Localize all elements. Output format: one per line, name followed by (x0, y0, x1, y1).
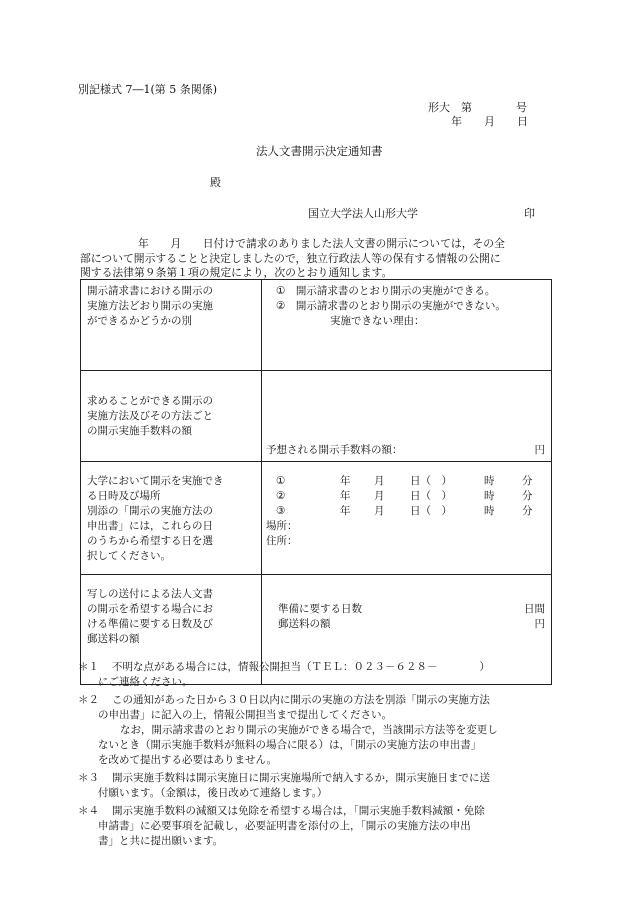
note-line: にご連絡ください。 (98, 676, 193, 688)
seal-mark: 印 (524, 207, 535, 220)
postage-unit: 円 (534, 618, 545, 630)
label-line: 写しの送付による法人文書 (87, 588, 213, 600)
fee-cell (262, 371, 552, 462)
date-slot (266, 474, 545, 489)
label-line: 申出書」には，これらの日 (87, 520, 213, 532)
slot-minute: 分 (522, 490, 533, 502)
label-line: 実施方法どおり開示の実施 (87, 300, 213, 312)
slot-minute: 分 (522, 475, 533, 487)
note-para-line: ないとき（開示実施手数料が無料の場合に限る）は，「開示の実施方法の申出書」 (98, 739, 482, 751)
label-line: る日時及び場所 (87, 490, 161, 502)
fee-unit: 円 (534, 444, 545, 456)
table-row (81, 371, 552, 462)
table-row (81, 462, 552, 575)
label-line: ができるかどうかの別 (87, 315, 192, 327)
document-number: 形大 第 号 (428, 101, 527, 114)
prep-days-label: 準備に要する日数 (278, 603, 362, 615)
slot-day: 日（ ） (410, 475, 452, 487)
page-title: 法人文書開示決定通知書 (256, 144, 383, 158)
row-label-fee-method (81, 371, 262, 462)
slot-year: 年 (340, 505, 351, 517)
option-cannot-implement: ② 開示請求書のとおり開示の実施ができない。 (276, 300, 506, 312)
slot-hour: 時 (484, 505, 495, 517)
row-label-method (81, 280, 262, 371)
method-options-cell (262, 280, 552, 371)
slot-minute: 分 (522, 505, 533, 517)
slot-hour: 時 (484, 475, 495, 487)
note-item (78, 804, 568, 849)
notice-table (80, 279, 552, 685)
intro-line-1: 年 月 日付けで請求のありました法人文書の開示については，その全 (138, 237, 505, 250)
slot-hour: 時 (484, 490, 495, 502)
slot-number: ③ (276, 505, 286, 517)
note-item (78, 693, 568, 768)
note-line: 申請書」に必要事項を記載し，必要証明書を添付の上，「開示の実施方法の申出 (98, 820, 471, 832)
label-line: ける準備に要する日数及び (87, 618, 213, 630)
note-line: 不明な点がある場合には，情報公開担当（ＴＥＬ：０２３－６２８－ ） (112, 661, 490, 673)
fee-line (266, 443, 545, 458)
note-line: この通知があった日から３０日以内に開示の実施の方法を別添「開示の実施方法 (112, 694, 490, 706)
note-line: 開示実施手数料は開示実施日に開示実施場所で納入するか，開示実施日までに送 (112, 772, 490, 784)
reason-label: 実施できない理由： (330, 315, 425, 327)
label-line: のうちから希望する日を選 (87, 535, 213, 547)
label-line: 実施方法及びその方法ごと (87, 409, 213, 422)
prep-days-unit: 日間 (524, 603, 545, 615)
form-reference: 別記様式 7―1(第 5 条関係) (78, 83, 218, 96)
label-line: 別添の「開示の実施方法の (87, 505, 213, 517)
prep-days-line (278, 602, 545, 617)
postage-line (278, 617, 545, 632)
notes-section (78, 660, 568, 849)
option-can-implement: ① 開示請求書のとおり開示の実施ができる。 (276, 285, 496, 297)
date-slot (266, 489, 545, 504)
note-line: 書」と共に提出願います。 (98, 835, 224, 847)
slot-number: ① (276, 475, 286, 487)
note-mark: ＊１ (78, 661, 99, 673)
slot-day: 日（ ） (410, 490, 452, 502)
slot-day: 日（ ） (410, 505, 452, 517)
label-line: 開示請求書における開示の (87, 285, 213, 297)
issuer-name: 国立大学法人山形大学 (308, 207, 418, 220)
slot-month: 月 (374, 505, 385, 517)
slot-month: 月 (374, 475, 385, 487)
slot-number: ② (276, 490, 286, 502)
document-date: 年 月 日 (451, 115, 528, 128)
slot-month: 月 (374, 490, 385, 502)
fee-label: 予想される開示手数料の額： (266, 444, 403, 456)
postage-label: 郵送料の額 (278, 618, 331, 630)
date-slot (266, 504, 545, 519)
note-line: の申出書」に記入の上，情報公開担当まで提出してください。 (98, 709, 392, 721)
note-mark: ＊４ (78, 805, 99, 817)
label-line: 大学において開示を実施でき (87, 475, 224, 487)
row-label-schedule (81, 462, 262, 575)
slot-year: 年 (340, 475, 351, 487)
label-line: の開示を希望する場合にお (87, 603, 213, 615)
note-mark: ＊２ (78, 694, 99, 706)
slot-year: 年 (340, 490, 351, 502)
note-item (78, 771, 568, 801)
note-para-line: なお，開示請求書のとおり開示の実施ができる場合で，当該開示方法等を変更し (120, 724, 498, 736)
intro-line-3: 関する法律第９条第１項の規定により，次のとおり通知します。 (80, 266, 393, 279)
place-label: 場所： (266, 520, 298, 532)
label-line: の開示実施手数料の額 (87, 424, 192, 437)
note-item (78, 660, 568, 690)
note-line: 付願います。（金額は，後日改めて連絡します。） (98, 787, 328, 799)
label-line: 求めることができる開示の (87, 394, 213, 407)
label-line: 郵送料の額 (87, 633, 140, 645)
note-line: 開示実施手数料の減額又は免除を希望する場合は，「開示実施手数料減額・免除 (112, 805, 485, 817)
recipient-honorific: 殿 (210, 176, 221, 189)
note-mark: ＊３ (78, 772, 99, 784)
address-label: 住所： (266, 535, 298, 547)
label-line: 択してください。 (87, 550, 171, 562)
schedule-cell (262, 462, 552, 575)
intro-line-2: 部について開示することと決定しましたので，独立行政法人等の保有する情報の公開に (80, 252, 501, 265)
note-para-line: を改めて提出する必要はありません。 (98, 754, 278, 766)
table-row (81, 280, 552, 371)
